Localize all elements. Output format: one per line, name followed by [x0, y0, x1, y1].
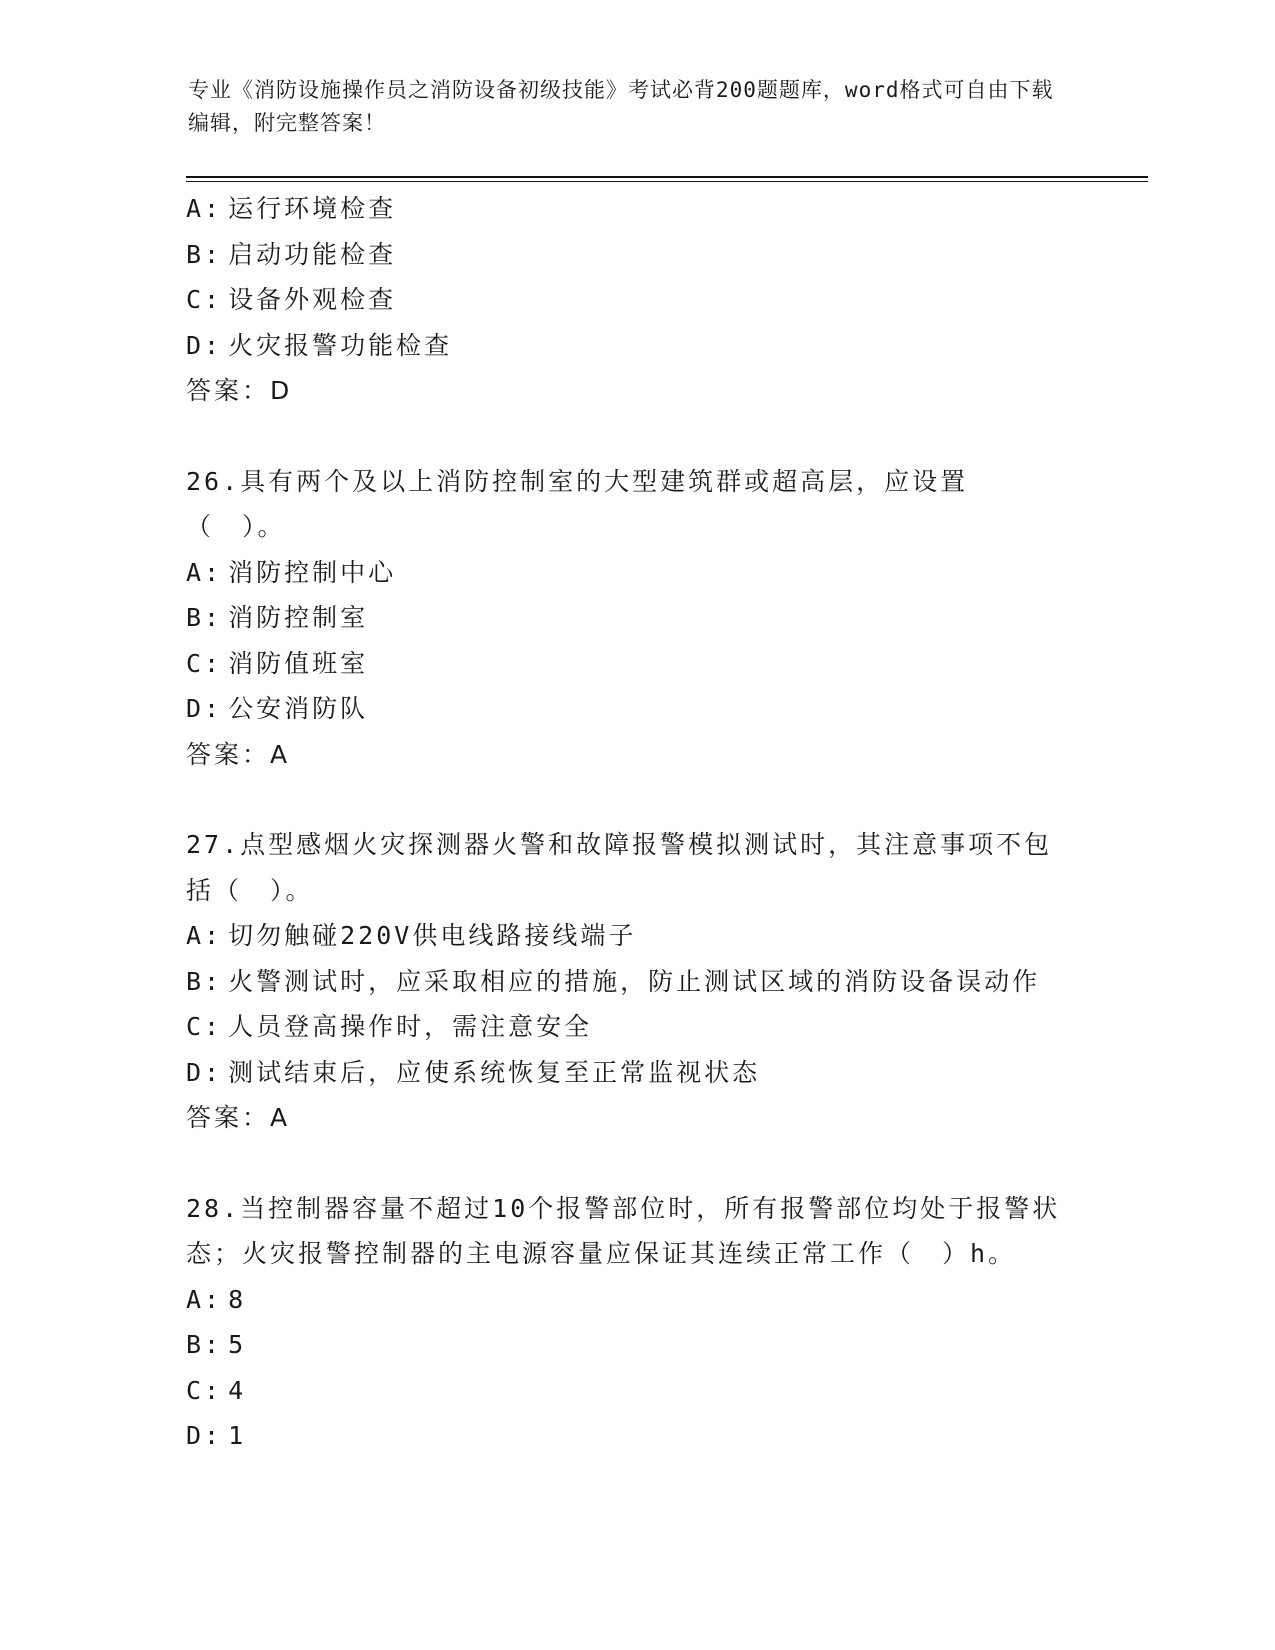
option-d: D: 公安消防队 [186, 694, 369, 723]
option-b: B: 火警测试时，应采取相应的措施，防止测试区域的消防设备误动作 [186, 966, 1041, 996]
option-d: D: 测试结束后，应使系统恢复至正常监视状态 [186, 1057, 761, 1087]
question-28 [186, 1186, 1086, 1459]
question-text: 26.具有两个及以上消防控制室的大型建筑群或超高层，应设置（ ）。 [186, 466, 969, 541]
option-b: B: 启动功能检查 [186, 239, 397, 269]
option-c: C: 人员登高操作时，需注意安全 [186, 1012, 593, 1041]
question-26 [186, 459, 1086, 778]
header-divider [186, 176, 1148, 182]
option-a: A: 运行环境检查 [186, 194, 397, 223]
question-text: 27.点型感烟火灾探测器火警和故障报警模拟测试时，其注意事项不包括（ ）。 [186, 830, 1053, 905]
answer: 答案：D [186, 376, 293, 405]
prev-question [186, 186, 1086, 414]
option-c: C: 4 [186, 1375, 247, 1405]
option-a: A: 8 [186, 1284, 247, 1314]
option-c: C: 消防值班室 [186, 648, 369, 678]
question-text: 28.当控制器容量不超过10个报警部位时，所有报警部位均处于报警状态；火灾报警控制器的主电源容量应保证其连续正常工作（ ）h。 [186, 1193, 1061, 1268]
answer: 答案：A [186, 739, 291, 769]
option-c: C: 设备外观检查 [186, 285, 397, 314]
option-b: B: 5 [186, 1330, 247, 1359]
option-d: D: 火灾报警功能检查 [186, 330, 453, 360]
answer: 答案：A [186, 1103, 291, 1132]
option-b: B: 消防控制室 [186, 603, 369, 632]
option-a: A: 消防控制中心 [186, 557, 397, 587]
document-header: 专业《消防设施操作员之消防设备初级技能》考试必背200题题库，word格式可自由下载编辑，附完整答案！ [188, 78, 1054, 135]
question-27 [186, 822, 1086, 1141]
document-body [186, 186, 1086, 1459]
option-d: D: 1 [186, 1421, 247, 1450]
option-a: A: 切勿触碰220V供电线路接线端子 [186, 921, 637, 950]
